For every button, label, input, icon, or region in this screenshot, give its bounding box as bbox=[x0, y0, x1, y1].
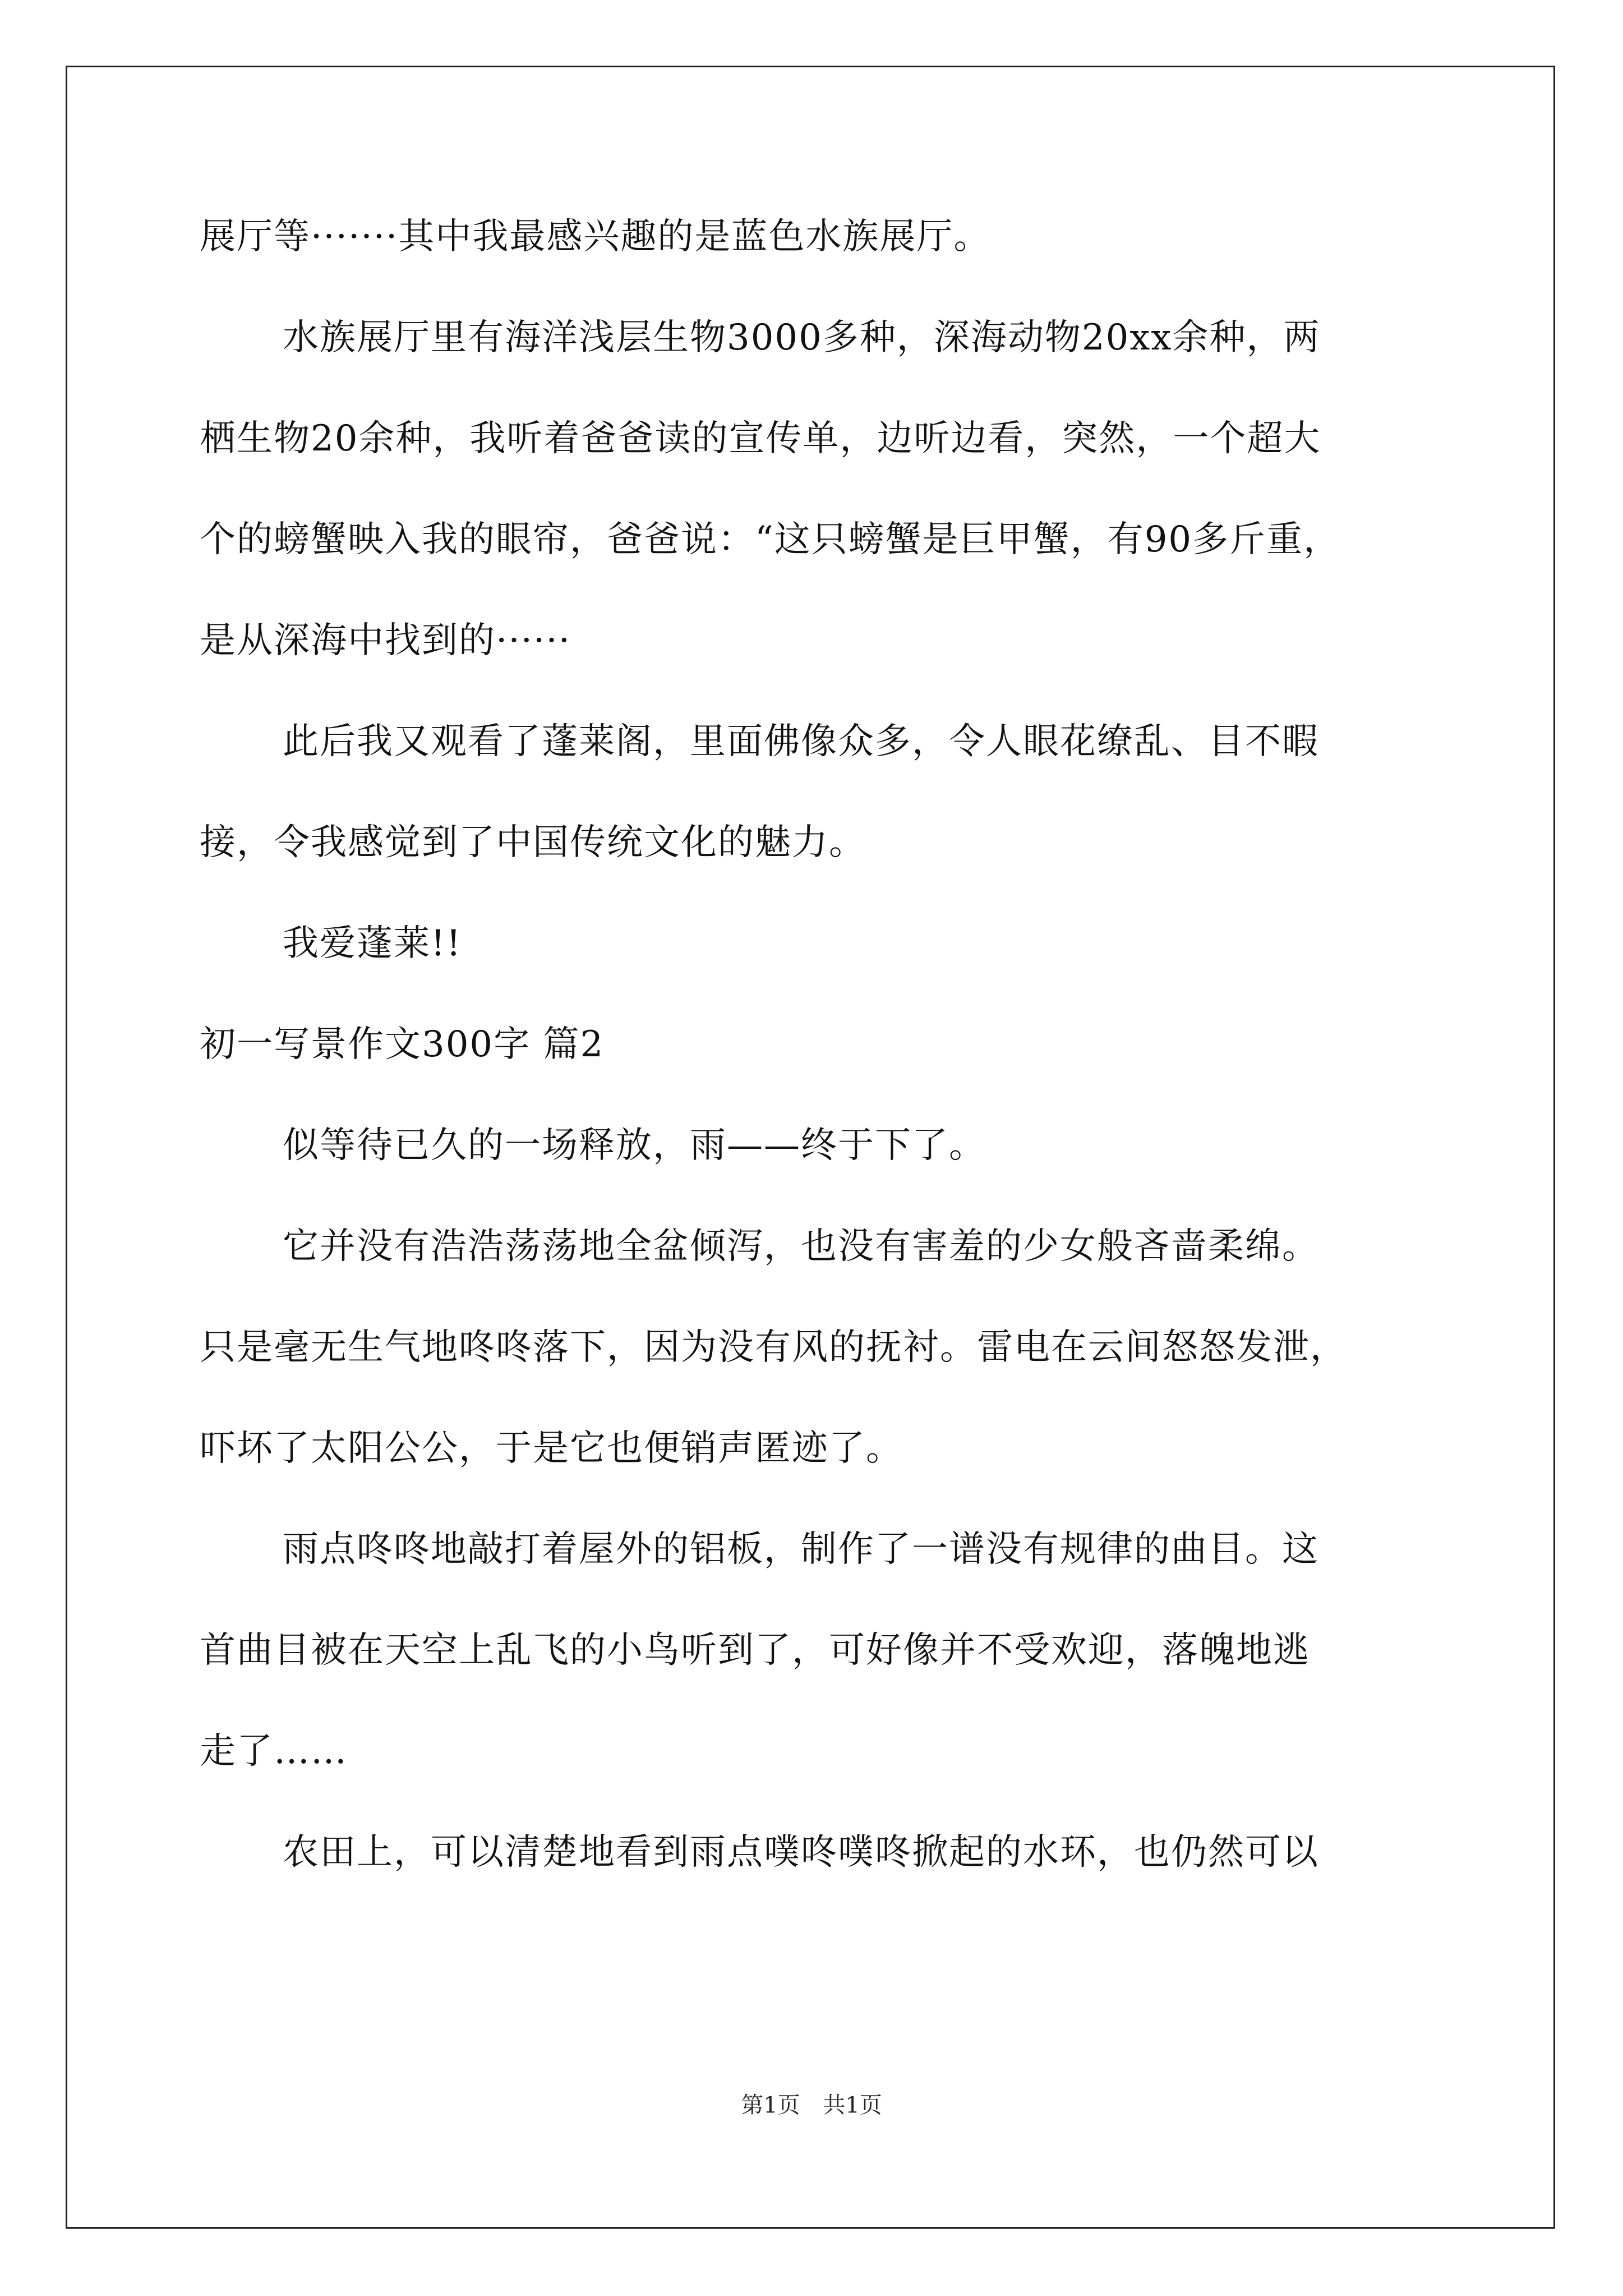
text-line: 它并没有浩浩荡荡地全盆倾泻，也没有害羞的少女般吝啬柔绵。 bbox=[283, 1226, 1319, 1267]
text-line: 似等待已久的一场释放，雨——终于下了。 bbox=[283, 1125, 986, 1166]
text-line: 接，令我感觉到了中国传统文化的魅力。 bbox=[200, 822, 866, 863]
page-count: 共1页 bbox=[823, 2092, 882, 2118]
text-line: 吓坏了太阳公公，于是它也便销声匿迹了。 bbox=[200, 1428, 903, 1469]
text-line: 农田上，可以清楚地看到雨点噗咚噗咚掀起的水环，也仍然可以 bbox=[283, 1832, 1319, 1873]
text-line: 雨点咚咚地敲打着屋外的铝板，制作了一谱没有规律的曲目。这 bbox=[283, 1529, 1319, 1570]
text-line: 此后我又观看了蓬莱阁，里面佛像众多，令人眼花缭乱、目不暇 bbox=[283, 721, 1319, 762]
page-footer bbox=[0, 2091, 1623, 2119]
text-line: 水族展厅里有海洋浅层生物3000多种，深海动物20xx余种，两 bbox=[283, 317, 1321, 358]
text-line: 个的螃蟹映入我的眼帘，爸爸说：“这只螃蟹是巨甲蟹，有90多斤重， bbox=[200, 519, 1341, 560]
text-line: 只是毫无生气地咚咚落下，因为没有风的抚衬。雷电在云间怒怒发泄， bbox=[200, 1327, 1347, 1368]
text-line: 是从深海中找到的······ bbox=[200, 620, 571, 661]
text-line: 首曲目被在天空上乱飞的小鸟听到了，可好像并不受欢迎，落魄地逃 bbox=[200, 1630, 1310, 1671]
page-number: 第1页 bbox=[741, 2092, 800, 2118]
text-line: 展厅等·······其中我最感兴趣的是蓝色水族展厅。 bbox=[200, 216, 991, 257]
text-line: 走了…… bbox=[200, 1731, 348, 1772]
section-heading: 初一写景作文300字 篇2 bbox=[200, 1024, 605, 1065]
text-line: 栖生物20余种，我听着爸爸读的宣传单，边听边看，突然，一个超大 bbox=[200, 418, 1321, 459]
text-line: 我爱蓬莱!! bbox=[283, 923, 462, 964]
